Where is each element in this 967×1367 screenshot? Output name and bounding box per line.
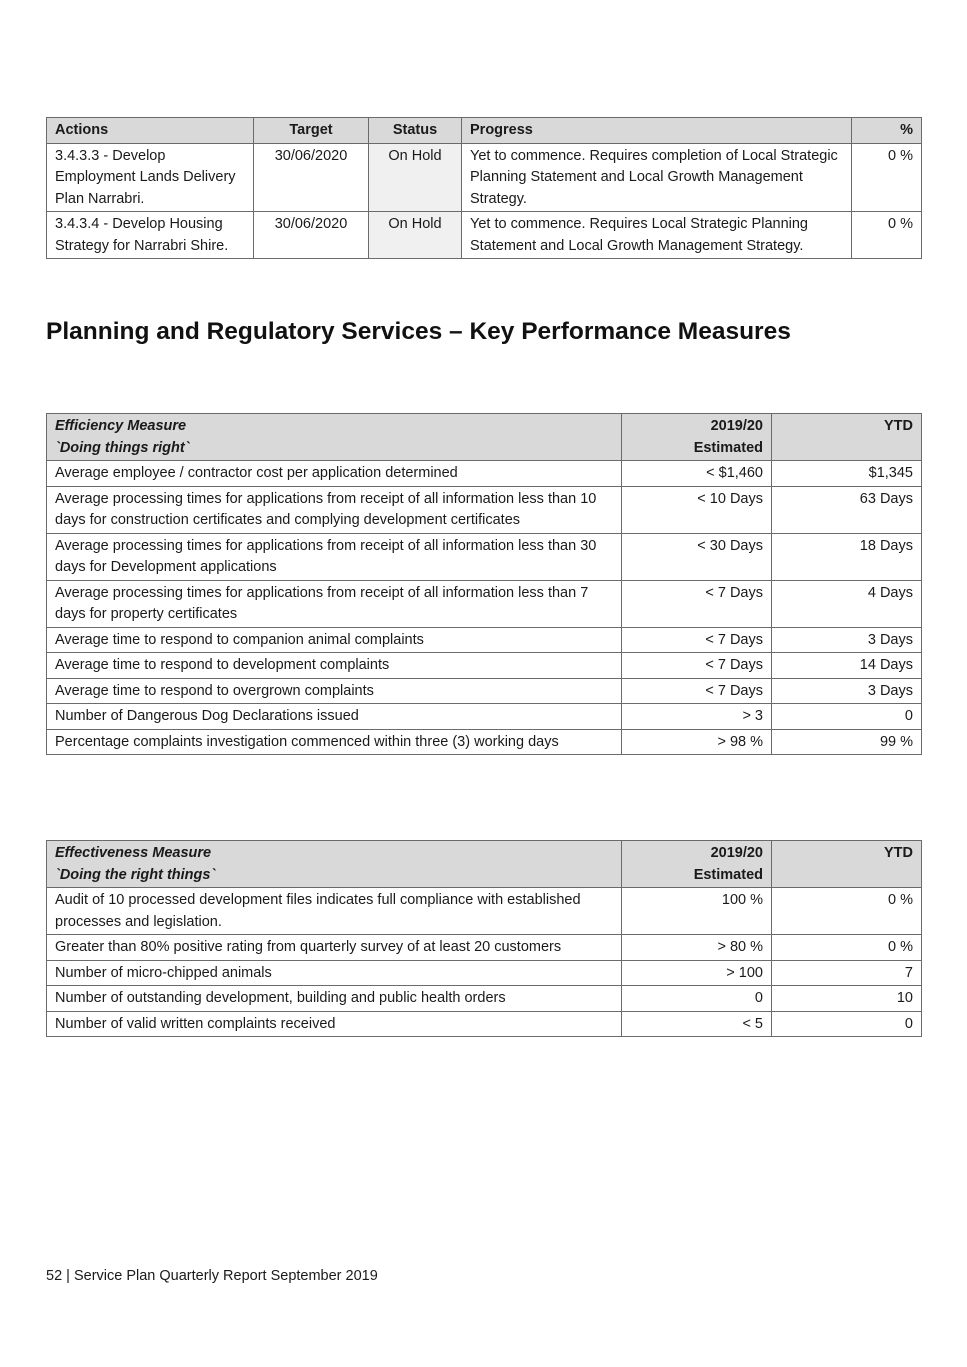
estimated-cell: < $1,460	[622, 461, 772, 487]
page-footer: 52 | Service Plan Quarterly Report September 2019	[46, 1268, 378, 1284]
effectiveness-title: Effectiveness Measure	[55, 845, 212, 861]
estimated-cell: > 3	[622, 704, 772, 730]
actions-table	[46, 117, 922, 259]
ytd-col-header: YTD	[772, 841, 922, 888]
table-row	[47, 627, 922, 653]
efficiency-table	[46, 413, 922, 755]
table-row	[47, 1011, 922, 1037]
table-row	[47, 960, 922, 986]
actions-header-row	[47, 118, 922, 144]
estimated-cell: < 7 Days	[622, 627, 772, 653]
table-row	[47, 533, 922, 580]
section-title: Planning and Regulatory Services – Key Performance Measures	[46, 318, 791, 345]
ytd-col-header: YTD	[772, 414, 922, 461]
measure-cell: Average time to respond to development complaints	[47, 653, 622, 679]
ytd-cell: 0 %	[772, 935, 922, 961]
table-row	[47, 729, 922, 755]
effectiveness-header-row	[47, 841, 922, 888]
measure-cell: Average employee / contractor cost per application determined	[47, 461, 622, 487]
status-col-header: Status	[369, 118, 462, 144]
measure-cell: Average time to respond to overgrown complaints	[47, 678, 622, 704]
estimated-cell: < 7 Days	[622, 678, 772, 704]
estimated-cell: < 7 Days	[622, 653, 772, 679]
estimated-label: Estimated	[693, 439, 763, 456]
measure-cell: Greater than 80% positive rating from quarterly survey of at least 20 customers	[47, 935, 622, 961]
table-row	[47, 888, 922, 935]
target-cell: 30/06/2020	[254, 143, 369, 212]
progress-col-header: Progress	[462, 118, 852, 144]
efficiency-title: Efficiency Measure	[55, 418, 187, 434]
ytd-cell: 18 Days	[772, 533, 922, 580]
measure-cell: Number of valid written complaints received	[47, 1011, 622, 1037]
status-cell: On Hold	[369, 212, 462, 259]
measure-cell: Number of Dangerous Dog Declarations issued	[47, 704, 622, 730]
percent-col-header: %	[852, 118, 922, 144]
table-row	[47, 653, 922, 679]
table-row	[47, 143, 922, 212]
table-row	[47, 212, 922, 259]
ytd-cell: 14 Days	[772, 653, 922, 679]
ytd-cell: 99 %	[772, 729, 922, 755]
measure-cell: Average processing times for applications from receipt of all information less than 7 days for property certificates	[47, 580, 622, 627]
efficiency-header-row	[47, 414, 922, 461]
status-cell: On Hold	[369, 143, 462, 212]
ytd-cell: 10	[772, 986, 922, 1012]
estimated-col-header	[622, 841, 772, 888]
table-row	[47, 935, 922, 961]
measure-cell: Average processing times for applications from receipt of all information less than 10 days for construction certificates and complying development certificates	[47, 486, 622, 533]
action-cell: 3.4.3.3 - Develop Employment Lands Delivery Plan Narrabri.	[47, 143, 254, 212]
table-row	[47, 486, 922, 533]
year-label: 2019/20	[710, 845, 763, 861]
estimated-cell: < 5	[622, 1011, 772, 1037]
percent-cell: 0 %	[852, 212, 922, 259]
table-row	[47, 704, 922, 730]
ytd-cell: 0	[772, 704, 922, 730]
effectiveness-subtitle: `Doing the right things`	[55, 866, 216, 883]
effectiveness-measure-header	[47, 841, 622, 888]
estimated-cell: < 10 Days	[622, 486, 772, 533]
actions-col-header: Actions	[47, 118, 254, 144]
estimated-label: Estimated	[693, 866, 763, 883]
year-label: 2019/20	[710, 418, 763, 434]
table-row	[47, 461, 922, 487]
target-cell: 30/06/2020	[254, 212, 369, 259]
table-row	[47, 678, 922, 704]
estimated-cell: > 98 %	[622, 729, 772, 755]
measure-cell: Average time to respond to companion animal complaints	[47, 627, 622, 653]
estimated-cell: < 30 Days	[622, 533, 772, 580]
ytd-cell: $1,345	[772, 461, 922, 487]
effectiveness-table	[46, 840, 922, 1037]
ytd-cell: 63 Days	[772, 486, 922, 533]
target-col-header: Target	[254, 118, 369, 144]
estimated-cell: > 80 %	[622, 935, 772, 961]
ytd-cell: 4 Days	[772, 580, 922, 627]
action-cell: 3.4.3.4 - Develop Housing Strategy for Narrabri Shire.	[47, 212, 254, 259]
table-row	[47, 986, 922, 1012]
measure-cell: Percentage complaints investigation commenced within three (3) working days	[47, 729, 622, 755]
ytd-cell: 0	[772, 1011, 922, 1037]
estimated-cell: 100 %	[622, 888, 772, 935]
measure-cell: Number of outstanding development, building and public health orders	[47, 986, 622, 1012]
percent-cell: 0 %	[852, 143, 922, 212]
measure-cell: Audit of 10 processed development files indicates full compliance with established processes and legislation.	[47, 888, 622, 935]
progress-cell: Yet to commence. Requires completion of Local Strategic Planning Statement and Local Growth Management Strategy.	[462, 143, 852, 212]
measure-cell: Average processing times for applications from receipt of all information less than 30 days for Development applications	[47, 533, 622, 580]
estimated-col-header	[622, 414, 772, 461]
ytd-cell: 0 %	[772, 888, 922, 935]
efficiency-subtitle: `Doing things right`	[55, 439, 190, 456]
progress-cell: Yet to commence. Requires Local Strategic Planning Statement and Local Growth Management Strategy.	[462, 212, 852, 259]
estimated-cell: 0	[622, 986, 772, 1012]
estimated-cell: < 7 Days	[622, 580, 772, 627]
ytd-cell: 3 Days	[772, 627, 922, 653]
table-row	[47, 580, 922, 627]
efficiency-measure-header	[47, 414, 622, 461]
estimated-cell: > 100	[622, 960, 772, 986]
measure-cell: Number of micro-chipped animals	[47, 960, 622, 986]
ytd-cell: 7	[772, 960, 922, 986]
ytd-cell: 3 Days	[772, 678, 922, 704]
